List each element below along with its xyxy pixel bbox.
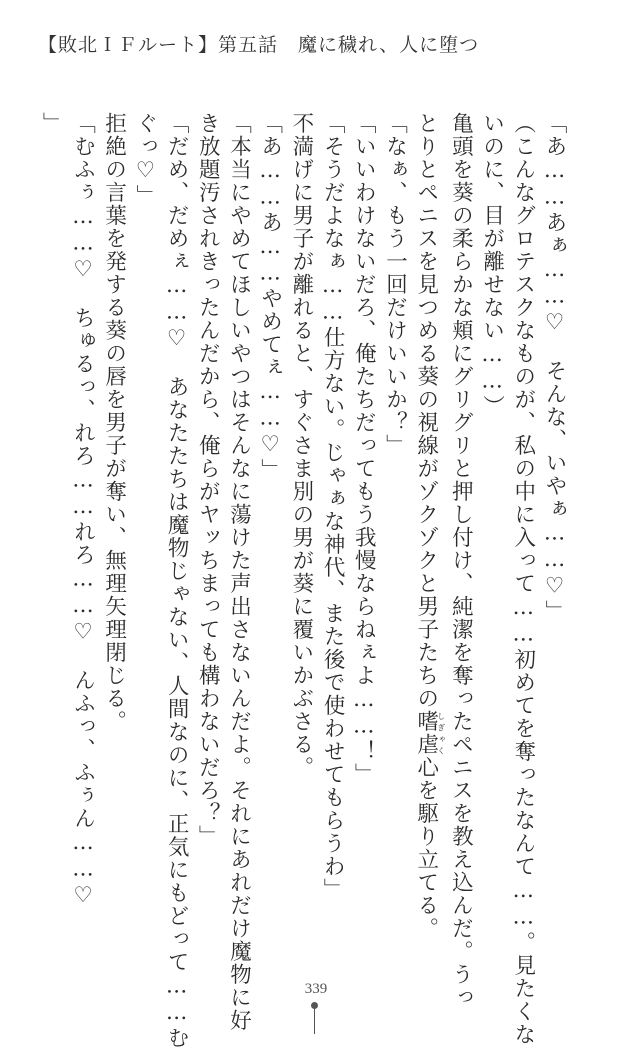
ruby-annotation	[413, 710, 446, 756]
text-line: 「そうだよなぁ……仕方ない。じゃぁな神代、また後で使わせてもらうわ」	[320, 112, 346, 901]
text-line-with-ruby	[410, 112, 445, 952]
text-line: ぐっ♡」	[132, 112, 158, 208]
text-line: いのに、目が離せない……）	[479, 112, 505, 418]
text-line: 亀頭を葵の柔らかな頬にグリグリと押し付け、純潔を奪ったペニスを教え込んだ。うっ	[448, 112, 474, 1009]
page-number: 339	[304, 981, 328, 997]
text-line: 「いいわけないだろ、俺たちだってもう我慢ならねぇよ……！」	[351, 112, 377, 786]
text-line: 不満げに男子が離れると、すぐさま別の男が葵に覆いかぶさる。	[288, 112, 314, 779]
text-line: 「むふぅ……♡ ちゅるっ、れろ……れろ……♡ んふっ、ふぅん……♡	[70, 112, 96, 910]
text-line: 「本当にやめてほしいやつはそんなに蕩けた声出さないんだよ。それにあれだけ魔物に好	[226, 112, 252, 1032]
ruby-base: 嗜虐	[413, 710, 439, 756]
text-segment: 心を駆り立てる。	[413, 756, 439, 940]
text-line: 「あ……あぁ……♡ そんな、いやぁ……♡」	[542, 112, 567, 623]
chapter-header: 【敗北ＩＦルート】第五話 魔に穢れ、人に堕つ	[38, 34, 480, 56]
page-marker-line	[314, 1003, 315, 1034]
text-line: 拒絶の言葉を発する葵の唇を男子が奪い、無理矢理閉じる。	[101, 112, 127, 733]
text-line: 」	[39, 112, 65, 135]
ruby-reading: しぎゃく	[436, 710, 446, 756]
text-segment: とりとペニスを見つめる葵の視線がゾクゾクと男子たちの	[413, 112, 439, 710]
text-line: 「だめ、だめぇ……♡ あなたたちは魔物じゃない、人間なのに、正気にもどって……む	[164, 112, 190, 1050]
text-line: 「あ……あ……やめてぇ……♡」	[257, 112, 283, 482]
text-line: （こんなグロテスクなものが、私の中に入って……初めてを奪ったなんて……。見たくな	[510, 112, 536, 1046]
text-line: き放題汚されきったんだから、俺らがヤッちまっても構わないだろ？」	[195, 112, 221, 848]
text-line: 「なぁ、もう一回だけいいか？」	[382, 112, 408, 457]
